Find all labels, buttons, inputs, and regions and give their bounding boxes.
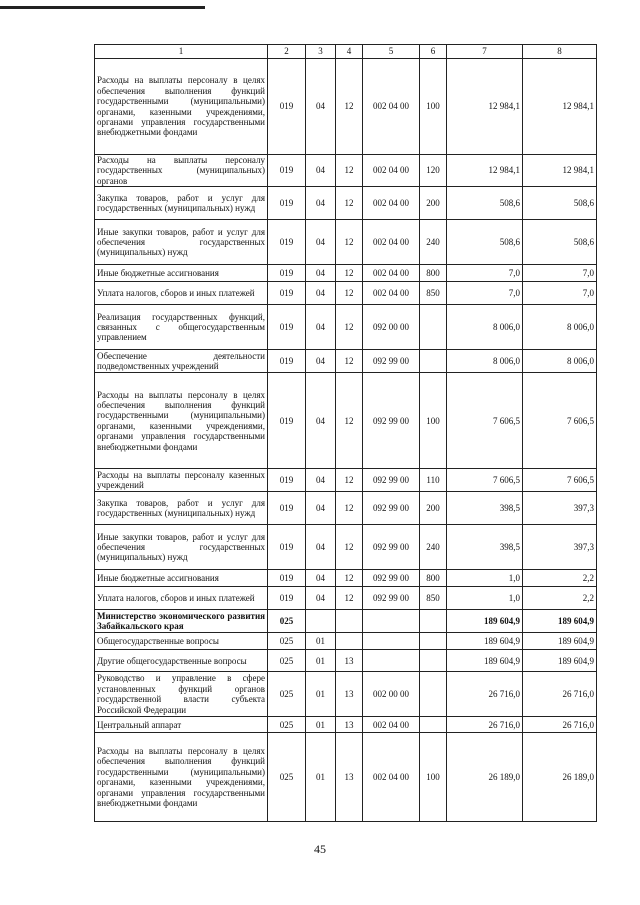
amount-year-1: 12 984,1 bbox=[447, 59, 523, 155]
col-header: 4 bbox=[336, 45, 363, 59]
row-name: Руководство и управление в сфере установленных функций органов государственной власти субъекта Российской Федерации bbox=[95, 672, 268, 717]
table-row bbox=[95, 570, 597, 587]
amount-year-2: 7,0 bbox=[523, 282, 597, 305]
expense-type-code bbox=[420, 717, 447, 733]
ministry-code: 019 bbox=[268, 350, 306, 373]
table-row bbox=[95, 220, 597, 265]
target-article-code: 092 00 00 bbox=[363, 305, 420, 350]
section-code: 04 bbox=[306, 265, 336, 282]
table-row bbox=[95, 633, 597, 650]
col-header: 1 bbox=[95, 45, 268, 59]
subsection-code: 13 bbox=[336, 733, 363, 822]
expense-type-code: 200 bbox=[420, 492, 447, 525]
amount-year-1: 7,0 bbox=[447, 265, 523, 282]
table-header-row bbox=[95, 45, 597, 59]
row-name: Иные бюджетные ассигнования bbox=[95, 570, 268, 587]
section-code: 01 bbox=[306, 733, 336, 822]
amount-year-2: 7,0 bbox=[523, 265, 597, 282]
col-header: 2 bbox=[268, 45, 306, 59]
row-name: Иные закупки товаров, работ и услуг для обеспечения государственных (муниципальных) нужд bbox=[95, 220, 268, 265]
table-row bbox=[95, 305, 597, 350]
expense-type-code bbox=[420, 650, 447, 672]
amount-year-1: 1,0 bbox=[447, 587, 523, 610]
table-row bbox=[95, 650, 597, 672]
ministry-code: 019 bbox=[268, 265, 306, 282]
target-article-code bbox=[363, 610, 420, 633]
target-article-code: 092 99 00 bbox=[363, 469, 420, 492]
target-article-code: 002 04 00 bbox=[363, 733, 420, 822]
expense-type-code: 800 bbox=[420, 265, 447, 282]
amount-year-2: 397,3 bbox=[523, 492, 597, 525]
expense-type-code: 100 bbox=[420, 373, 447, 469]
amount-year-2: 8 006,0 bbox=[523, 350, 597, 373]
expense-type-code: 120 bbox=[420, 155, 447, 187]
section-code bbox=[306, 610, 336, 633]
ministry-code: 025 bbox=[268, 610, 306, 633]
table-row bbox=[95, 733, 597, 822]
target-article-code: 002 04 00 bbox=[363, 282, 420, 305]
top-rule bbox=[0, 6, 205, 9]
subsection-code: 13 bbox=[336, 650, 363, 672]
expense-type-code: 850 bbox=[420, 282, 447, 305]
row-name: Другие общегосударственные вопросы bbox=[95, 650, 268, 672]
amount-year-1: 189 604,9 bbox=[447, 650, 523, 672]
target-article-code: 002 04 00 bbox=[363, 265, 420, 282]
row-name: Расходы на выплаты персоналу в целях обеспечения выполнения функций государственными (муниципальными) органами, казенными учреждениями, органами управления государственными внебюджетными фондами bbox=[95, 373, 268, 469]
target-article-code: 002 04 00 bbox=[363, 59, 420, 155]
amount-year-2: 8 006,0 bbox=[523, 305, 597, 350]
row-name: Расходы на выплаты персоналу в целях обеспечения выполнения функций государственными (муниципальными) органами, казенными учреждениями, органами управления государственными внебюджетными фондами bbox=[95, 59, 268, 155]
amount-year-2: 189 604,9 bbox=[523, 633, 597, 650]
amount-year-1: 26 716,0 bbox=[447, 717, 523, 733]
section-code: 01 bbox=[306, 633, 336, 650]
col-header: 8 bbox=[523, 45, 597, 59]
table-row bbox=[95, 187, 597, 220]
subsection-code: 12 bbox=[336, 282, 363, 305]
subsection-code: 12 bbox=[336, 220, 363, 265]
expense-type-code bbox=[420, 633, 447, 650]
expense-type-code: 240 bbox=[420, 220, 447, 265]
ministry-code: 019 bbox=[268, 305, 306, 350]
amount-year-2: 189 604,9 bbox=[523, 610, 597, 633]
subsection-code bbox=[336, 610, 363, 633]
amount-year-2: 7 606,5 bbox=[523, 373, 597, 469]
col-header: 7 bbox=[447, 45, 523, 59]
amount-year-2: 508,6 bbox=[523, 187, 597, 220]
budget-table bbox=[94, 44, 597, 822]
table-row bbox=[95, 155, 597, 187]
section-code: 04 bbox=[306, 587, 336, 610]
table-row bbox=[95, 717, 597, 733]
ministry-code: 019 bbox=[268, 570, 306, 587]
subsection-code: 12 bbox=[336, 492, 363, 525]
row-name: Общегосударственные вопросы bbox=[95, 633, 268, 650]
col-header: 6 bbox=[420, 45, 447, 59]
target-article-code bbox=[363, 650, 420, 672]
target-article-code: 002 04 00 bbox=[363, 155, 420, 187]
table-row bbox=[95, 265, 597, 282]
expense-type-code bbox=[420, 610, 447, 633]
target-article-code: 092 99 00 bbox=[363, 587, 420, 610]
amount-year-2: 26 716,0 bbox=[523, 672, 597, 717]
section-code: 04 bbox=[306, 492, 336, 525]
page-number: 45 bbox=[314, 842, 326, 856]
amount-year-1: 26 716,0 bbox=[447, 672, 523, 717]
target-article-code bbox=[363, 633, 420, 650]
expense-type-code: 100 bbox=[420, 59, 447, 155]
ministry-code: 019 bbox=[268, 587, 306, 610]
row-name: Закупка товаров, работ и услуг для государственных (муниципальных) нужд bbox=[95, 492, 268, 525]
ministry-code: 025 bbox=[268, 650, 306, 672]
expense-type-code bbox=[420, 350, 447, 373]
amount-year-2: 7 606,5 bbox=[523, 469, 597, 492]
ministry-code: 025 bbox=[268, 672, 306, 717]
ministry-code: 019 bbox=[268, 187, 306, 220]
ministry-code: 019 bbox=[268, 492, 306, 525]
amount-year-1: 1,0 bbox=[447, 570, 523, 587]
amount-year-1: 189 604,9 bbox=[447, 610, 523, 633]
amount-year-2: 397,3 bbox=[523, 525, 597, 570]
row-name: Расходы на выплаты персоналу государственных (муниципальных) органов bbox=[95, 155, 268, 187]
amount-year-2: 2,2 bbox=[523, 570, 597, 587]
row-name: Иные закупки товаров, работ и услуг для обеспечения государственных (муниципальных) нужд bbox=[95, 525, 268, 570]
table-row bbox=[95, 373, 597, 469]
subsection-code bbox=[336, 633, 363, 650]
target-article-code: 092 99 00 bbox=[363, 373, 420, 469]
expense-type-code: 800 bbox=[420, 570, 447, 587]
section-code: 01 bbox=[306, 650, 336, 672]
table-row bbox=[95, 59, 597, 155]
section-code: 04 bbox=[306, 373, 336, 469]
section-code: 04 bbox=[306, 220, 336, 265]
expense-type-code: 110 bbox=[420, 469, 447, 492]
subsection-code: 13 bbox=[336, 672, 363, 717]
subsection-code: 12 bbox=[336, 187, 363, 220]
subsection-code: 12 bbox=[336, 587, 363, 610]
amount-year-1: 7 606,5 bbox=[447, 373, 523, 469]
target-article-code: 002 04 00 bbox=[363, 717, 420, 733]
amount-year-1: 398,5 bbox=[447, 525, 523, 570]
row-name: Центральный аппарат bbox=[95, 717, 268, 733]
table-row bbox=[95, 350, 597, 373]
row-name: Расходы на выплаты персоналу казенных учреждений bbox=[95, 469, 268, 492]
table-row bbox=[95, 469, 597, 492]
section-code: 04 bbox=[306, 187, 336, 220]
amount-year-2: 189 604,9 bbox=[523, 650, 597, 672]
amount-year-2: 12 984,1 bbox=[523, 155, 597, 187]
target-article-code: 092 99 00 bbox=[363, 350, 420, 373]
amount-year-1: 7,0 bbox=[447, 282, 523, 305]
amount-year-1: 189 604,9 bbox=[447, 633, 523, 650]
subsection-code: 12 bbox=[336, 570, 363, 587]
amount-year-1: 398,5 bbox=[447, 492, 523, 525]
amount-year-1: 26 189,0 bbox=[447, 733, 523, 822]
amount-year-1: 8 006,0 bbox=[447, 305, 523, 350]
ministry-code: 019 bbox=[268, 469, 306, 492]
table-row bbox=[95, 587, 597, 610]
table-row bbox=[95, 610, 597, 633]
row-name: Уплата налогов, сборов и иных платежей bbox=[95, 282, 268, 305]
col-header: 3 bbox=[306, 45, 336, 59]
row-name: Министерство экономического развития Забайкальского края bbox=[95, 610, 268, 633]
subsection-code: 12 bbox=[336, 469, 363, 492]
table-row bbox=[95, 525, 597, 570]
section-code: 04 bbox=[306, 59, 336, 155]
col-header: 5 bbox=[363, 45, 420, 59]
amount-year-1: 12 984,1 bbox=[447, 155, 523, 187]
ministry-code: 019 bbox=[268, 525, 306, 570]
row-name: Уплата налогов, сборов и иных платежей bbox=[95, 587, 268, 610]
ministry-code: 025 bbox=[268, 733, 306, 822]
ministry-code: 025 bbox=[268, 717, 306, 733]
section-code: 04 bbox=[306, 282, 336, 305]
subsection-code: 13 bbox=[336, 717, 363, 733]
ministry-code: 019 bbox=[268, 373, 306, 469]
row-name: Иные бюджетные ассигнования bbox=[95, 265, 268, 282]
row-name: Расходы на выплаты персоналу в целях обеспечения выполнения функций государственными (муниципальными) органами, казенными учреждениями, органами управления государственными внебюджетными фондами bbox=[95, 733, 268, 822]
amount-year-1: 508,6 bbox=[447, 187, 523, 220]
section-code: 04 bbox=[306, 155, 336, 187]
section-code: 04 bbox=[306, 469, 336, 492]
amount-year-2: 26 716,0 bbox=[523, 717, 597, 733]
amount-year-2: 12 984,1 bbox=[523, 59, 597, 155]
target-article-code: 092 99 00 bbox=[363, 525, 420, 570]
table-row bbox=[95, 672, 597, 717]
target-article-code: 092 99 00 bbox=[363, 492, 420, 525]
table-row bbox=[95, 492, 597, 525]
row-name: Реализация государственных функций, связанных с общегосударственным управлением bbox=[95, 305, 268, 350]
section-code: 01 bbox=[306, 717, 336, 733]
target-article-code: 002 04 00 bbox=[363, 220, 420, 265]
expense-type-code: 240 bbox=[420, 525, 447, 570]
expense-type-code: 200 bbox=[420, 187, 447, 220]
target-article-code: 002 00 00 bbox=[363, 672, 420, 717]
ministry-code: 019 bbox=[268, 155, 306, 187]
section-code: 04 bbox=[306, 525, 336, 570]
ministry-code: 025 bbox=[268, 633, 306, 650]
row-name: Обеспечение деятельности подведомственных учреждений bbox=[95, 350, 268, 373]
target-article-code: 092 99 00 bbox=[363, 570, 420, 587]
subsection-code: 12 bbox=[336, 305, 363, 350]
expense-type-code: 850 bbox=[420, 587, 447, 610]
subsection-code: 12 bbox=[336, 373, 363, 469]
subsection-code: 12 bbox=[336, 155, 363, 187]
expense-type-code bbox=[420, 672, 447, 717]
amount-year-2: 26 189,0 bbox=[523, 733, 597, 822]
amount-year-1: 7 606,5 bbox=[447, 469, 523, 492]
subsection-code: 12 bbox=[336, 59, 363, 155]
subsection-code: 12 bbox=[336, 265, 363, 282]
expense-type-code bbox=[420, 305, 447, 350]
subsection-code: 12 bbox=[336, 525, 363, 570]
ministry-code: 019 bbox=[268, 282, 306, 305]
subsection-code: 12 bbox=[336, 350, 363, 373]
ministry-code: 019 bbox=[268, 59, 306, 155]
section-code: 01 bbox=[306, 672, 336, 717]
amount-year-2: 2,2 bbox=[523, 587, 597, 610]
target-article-code: 002 04 00 bbox=[363, 187, 420, 220]
amount-year-1: 508,6 bbox=[447, 220, 523, 265]
expense-type-code: 100 bbox=[420, 733, 447, 822]
section-code: 04 bbox=[306, 570, 336, 587]
row-name: Закупка товаров, работ и услуг для государственных (муниципальных) нужд bbox=[95, 187, 268, 220]
amount-year-2: 508,6 bbox=[523, 220, 597, 265]
table-row bbox=[95, 282, 597, 305]
section-code: 04 bbox=[306, 350, 336, 373]
amount-year-1: 8 006,0 bbox=[447, 350, 523, 373]
ministry-code: 019 bbox=[268, 220, 306, 265]
section-code: 04 bbox=[306, 305, 336, 350]
